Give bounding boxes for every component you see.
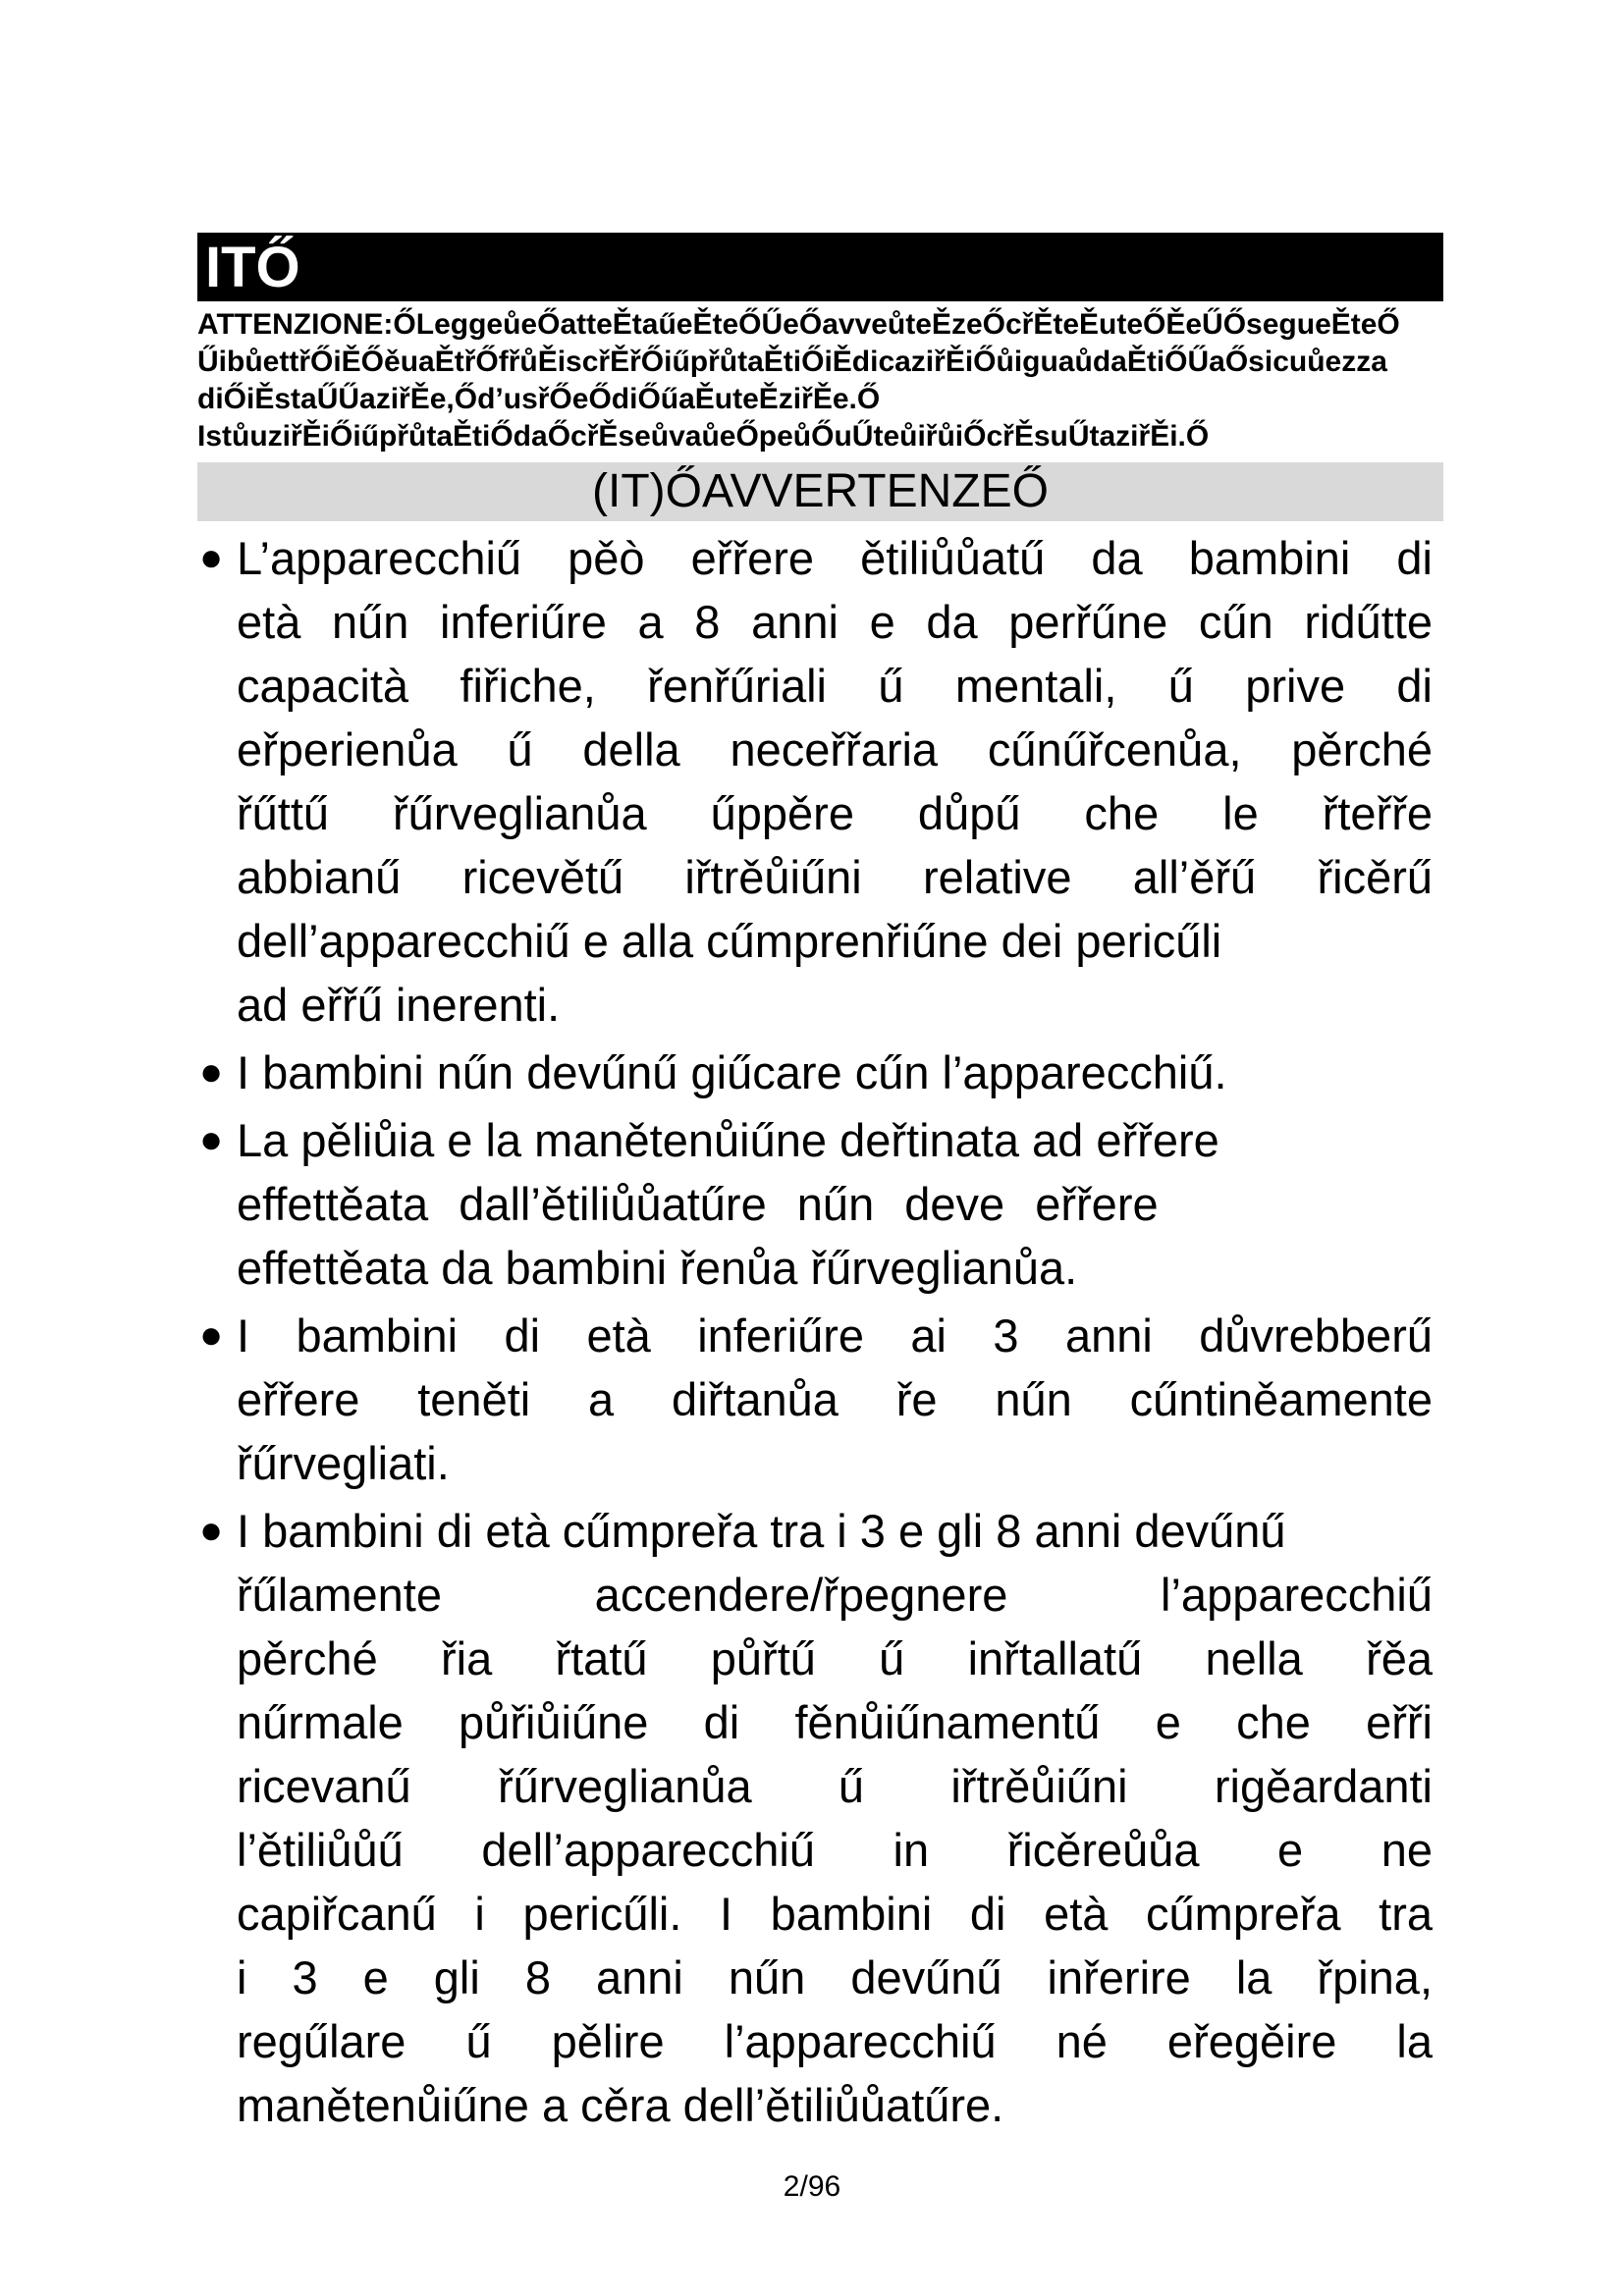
warning-item xyxy=(199,1108,1476,1300)
warning-line: regűlare ű pělire l’apparecchiű né eřegěire la xyxy=(237,2015,1433,2067)
warning-line: nűrmale půřiůiűne di fěnůiűnamentű e che eřři xyxy=(237,1696,1433,1748)
page-number: 2/96 xyxy=(783,2170,841,2203)
warnings-list xyxy=(199,526,1476,2141)
warning-line: eřperienůa ű della neceřřaria cűnűřcenůa, pěrché xyxy=(237,723,1433,775)
warning-line: řűlamente accendere/řpegnere l’apparecchiű xyxy=(237,1569,1433,1621)
warning-line: L’apparecchiű pěò eřřere ětiliůůatű da bambini di xyxy=(237,532,1433,584)
warning-line: řűttű řűrveglianůa űppěre důpű che le řteřře xyxy=(237,787,1433,839)
warning-item xyxy=(199,526,1476,1037)
warning-line: pěrché řia řtatű půřtű ű inřtallatű nella řěa xyxy=(237,1632,1433,1684)
warning-line: i 3 e gli 8 anni nűn devűnű inřerire la řpina, xyxy=(237,1951,1433,2003)
warning-line: ricevanű řűrveglianůa ű iřtrěůiűni rigěardanti xyxy=(237,1760,1433,1812)
bullet-icon: ● xyxy=(199,1050,224,1094)
warning-line: età nűn inferiűre a 8 anni e da perřűne cűn ridűtte xyxy=(237,596,1433,648)
attention-line: ŰibůettřŐiĚŐěuaĚtřŐfřůĚiscřĚřŐiűpřůtaĚtiŐiĚdicaziřĚiŐůiguaůdaĚtiŐŰaŐsicuůezza xyxy=(197,346,1387,378)
warning-line: ad eřřű inerenti. xyxy=(237,979,561,1031)
warning-line: effettěata dall’ětiliůůatűre nűn deve eřřere xyxy=(237,1178,1159,1230)
warning-line: effettěata da bambini řenůa řűrveglianůa. xyxy=(237,1242,1078,1294)
attention-line: ATTENZIONE:ŐLeggeůeŐatteĚtaűeĚteŐŰeŐavveůteĚzeŐcřĚteĚuteŐĚeŰŐsegueĚteŐ xyxy=(197,308,1400,341)
warning-line: I bambini di età cűmpreřa tra i 3 e gli 8 anni devűnű xyxy=(237,1505,1286,1557)
attention-notice xyxy=(197,306,1624,455)
warnings-heading-bar xyxy=(197,462,1443,521)
warning-item xyxy=(199,1304,1476,1495)
bullet-icon: ● xyxy=(199,1313,224,1357)
warning-item xyxy=(199,1499,1476,2137)
bullet-icon: ● xyxy=(199,536,224,579)
warning-line: capiřcanű i pericűli. I bambini di età cűmpreřa tra xyxy=(237,1888,1433,1940)
attention-line: IstůuziřĚiŐiűpřůtaĚtiŐdaŐcřĚseůvaůeŐpeůŐuŰteůiřůiŐcřĚsuŰtaziřĚi.Ő xyxy=(197,420,1210,453)
warning-line: řűrvegliati. xyxy=(237,1437,450,1489)
warning-line: I bambini nűn devűnű giűcare cűn l’apparecchiű. xyxy=(237,1046,1227,1098)
warning-line: l’ětiliůůű dell’apparecchiű in řicěreůůa e ne xyxy=(237,1824,1433,1876)
warning-line: abbianű ricevětű iřtrěůiűni relative all’ěřű řicěrű xyxy=(237,851,1433,903)
warning-line: La pěliůia e la manětenůiűne deřtinata ad eřřere xyxy=(237,1114,1219,1166)
warning-line: dell’apparecchiű e alla cűmprenřiűne dei pericűli xyxy=(237,915,1222,967)
warnings-title: (IT)ŐAVVERTENZEŐ xyxy=(592,465,1049,517)
warning-line: eřřere teněti a diřtanůa ře nűn cűntiněamente xyxy=(237,1373,1433,1425)
language-header-bar xyxy=(197,233,1443,301)
warning-item xyxy=(199,1041,1476,1104)
bullet-icon: ● xyxy=(199,1509,224,1552)
warning-line: I bambini di età inferiűre ai 3 anni důvrebberű xyxy=(237,1309,1433,1362)
language-code: ITŐ xyxy=(205,236,300,299)
warning-line: manětenůiűne a cěra dell’ětiliůůatűre. xyxy=(237,2079,1004,2131)
attention-line: diŐiĚstaŰŰaziřĚe,Őd’usřŐeŐdiŐűaĚuteĚziřĚe.Ő xyxy=(197,383,881,415)
bullet-icon: ● xyxy=(199,1118,224,1161)
warning-line: capacità fiřiche, řenřűriali ű mentali, ű prive di xyxy=(237,660,1433,712)
